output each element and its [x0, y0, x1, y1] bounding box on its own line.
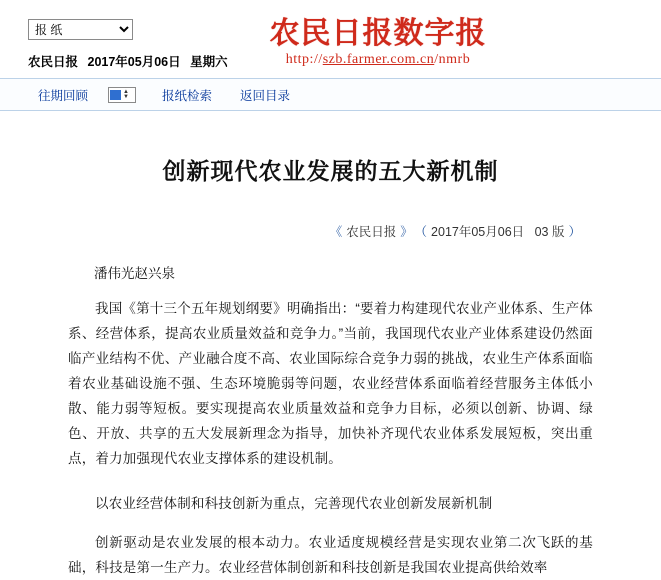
dateline-date: 2017年05月06日	[87, 55, 181, 69]
masthead	[258, 18, 498, 68]
dateline-weekday: 星期六	[190, 55, 228, 69]
masthead-url[interactable]	[258, 52, 498, 68]
masthead-url-main: szb.farmer.com.cn	[322, 52, 435, 67]
article-byline: 潘伟光赵兴泉	[94, 266, 175, 281]
article-meta	[68, 222, 593, 240]
article-paragraph: 以农业经营体制和科技创新为重点，完善现代农业创新发展新机制	[95, 496, 493, 511]
navigation-bar	[0, 78, 661, 111]
stepper-indicator	[110, 90, 121, 100]
meta-left-paren: （	[420, 225, 428, 239]
meta-date: 2017年05月06日	[431, 225, 525, 239]
nav-item-archive[interactable]: 往期回顾	[38, 88, 89, 103]
nav-item-search[interactable]: 报纸检索	[162, 88, 213, 103]
page-stepper[interactable]	[108, 87, 136, 103]
paper-select[interactable]	[28, 19, 133, 40]
page-header	[0, 0, 661, 78]
article-paragraph: 创新驱动是农业发展的根本动力。农业适度规模经营是实现农业第二次飞跃的基础，科技是第一生产力。农业经营体制创新和科技创新是我国农业提高供给效率	[68, 535, 593, 575]
meta-right-paren: ）	[568, 225, 581, 239]
stepper-arrows-icon[interactable]: ▲ ▼	[123, 88, 129, 100]
article	[0, 153, 661, 580]
masthead-title: 农民日报数字报	[269, 17, 487, 50]
dateline-paper: 农民日报	[28, 55, 79, 69]
meta-page: 03 版	[534, 225, 565, 239]
nav-item-back-to-index[interactable]: 返回目录	[240, 88, 291, 103]
dateline	[28, 52, 234, 70]
meta-open-bracket: 《	[329, 225, 343, 239]
masthead-url-suffix: /nmrb	[434, 52, 471, 67]
meta-close-bracket: 》	[400, 225, 413, 239]
masthead-url-prefix: http://	[285, 52, 323, 67]
meta-source: 农民日报	[346, 225, 397, 239]
paper-select-wrapper[interactable]	[28, 19, 133, 40]
article-paragraph: 我国《第十三个五年规划纲要》明确指出：“要着力构建现代农业产业体系、生产体系、经营体系，提高农业质量效益和竞争力。”当前，我国现代农业产业体系建设仍然面临产业结构不优、产业融合度不高、农业国际综合竞争力弱的挑战，农业生产体系面临着农业基础设施不强、生态环境脆弱等问题，农业经营体系面临着经营服务主体低小散、能力弱等短板。要实现提高农业质量效益和竞争力目标，必须以创新、协调、绿色、开放、共享的五大发展新理念为指导，加快补齐现代农业体系发展短板，突出重点，着力加强现代农业支撑体系的建设机制。	[68, 301, 593, 466]
article-title: 创新现代农业发展的五大新机制	[162, 159, 499, 184]
